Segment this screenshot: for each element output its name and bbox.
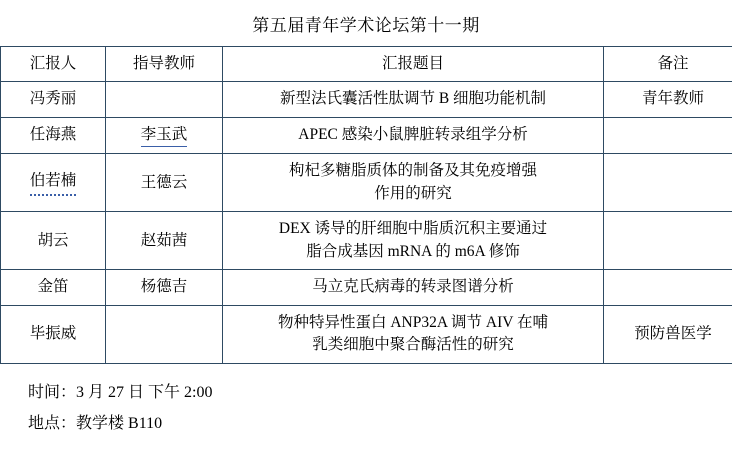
time-label: 时间： bbox=[28, 383, 77, 401]
column-header-topic: 汇报题目 bbox=[223, 47, 604, 82]
cell-remark: 预防兽医学 bbox=[604, 305, 732, 363]
cell-remark bbox=[604, 117, 732, 153]
cell-presenter: 胡云 bbox=[1, 212, 106, 270]
cell-topic-line2: 脂合成基因 mRNA 的 m6A 修饰 bbox=[306, 242, 520, 260]
cell-topic-line2: 乳类细胞中聚合酶活性的研究 bbox=[312, 336, 514, 354]
cell-presenter: 毕振威 bbox=[1, 305, 106, 363]
agenda-table bbox=[0, 46, 732, 364]
column-header-advisor: 指导教师 bbox=[106, 47, 223, 82]
table-row bbox=[1, 270, 732, 305]
table-row bbox=[1, 305, 732, 363]
footer-info bbox=[0, 377, 732, 439]
time-line bbox=[28, 377, 732, 408]
cell-topic: APEC 感染小鼠脾脏转录组学分析 bbox=[223, 117, 604, 153]
cell-topic bbox=[223, 212, 604, 270]
table-header-row bbox=[1, 47, 732, 82]
cell-topic-line1: 枸杞多糖脂质体的制备及其免疫增强 bbox=[288, 162, 537, 180]
cell-advisor: 赵茹茜 bbox=[106, 212, 223, 270]
table-row bbox=[1, 82, 732, 117]
advisor-name-underlined: 李玉武 bbox=[141, 124, 188, 147]
cell-topic: 马立克氏病毒的转录图谱分析 bbox=[223, 270, 604, 305]
table-row bbox=[1, 117, 732, 153]
place-value: 教学楼 B110 bbox=[76, 414, 163, 432]
place-line bbox=[28, 408, 732, 439]
cell-topic bbox=[223, 154, 604, 212]
cell-advisor: 王德云 bbox=[106, 154, 223, 212]
table-row bbox=[1, 154, 732, 212]
column-header-remark: 备注 bbox=[604, 47, 732, 82]
presenter-name-wavy: 伯若楠 bbox=[30, 170, 77, 195]
cell-topic bbox=[223, 305, 604, 363]
table-row bbox=[1, 212, 732, 270]
cell-remark: 青年教师 bbox=[604, 82, 732, 117]
cell-remark bbox=[604, 270, 732, 305]
cell-topic-line1: 物种特异性蛋白 ANP32A 调节 AIV 在哺 bbox=[277, 313, 549, 331]
cell-presenter: 金笛 bbox=[1, 270, 106, 305]
cell-presenter: 任海燕 bbox=[1, 117, 106, 153]
cell-presenter: 冯秀丽 bbox=[1, 82, 106, 117]
time-value: 3 月 27 日 下午 2:00 bbox=[76, 383, 213, 401]
cell-remark bbox=[604, 212, 732, 270]
cell-topic-line1: DEX 诱导的肝细胞中脂质沉积主要通过 bbox=[278, 220, 548, 238]
cell-advisor bbox=[106, 305, 223, 363]
page-title: 第五届青年学术论坛第十一期 bbox=[252, 16, 480, 35]
cell-advisor bbox=[106, 117, 223, 153]
column-header-presenter: 汇报人 bbox=[1, 47, 106, 82]
cell-topic: 新型法氏囊活性肽调节 B 细胞功能机制 bbox=[223, 82, 604, 117]
cell-advisor bbox=[106, 82, 223, 117]
place-label: 地点： bbox=[28, 414, 77, 432]
cell-presenter bbox=[1, 154, 106, 212]
cell-advisor: 杨德吉 bbox=[106, 270, 223, 305]
cell-remark bbox=[604, 154, 732, 212]
cell-topic-line2: 作用的研究 bbox=[374, 184, 452, 202]
